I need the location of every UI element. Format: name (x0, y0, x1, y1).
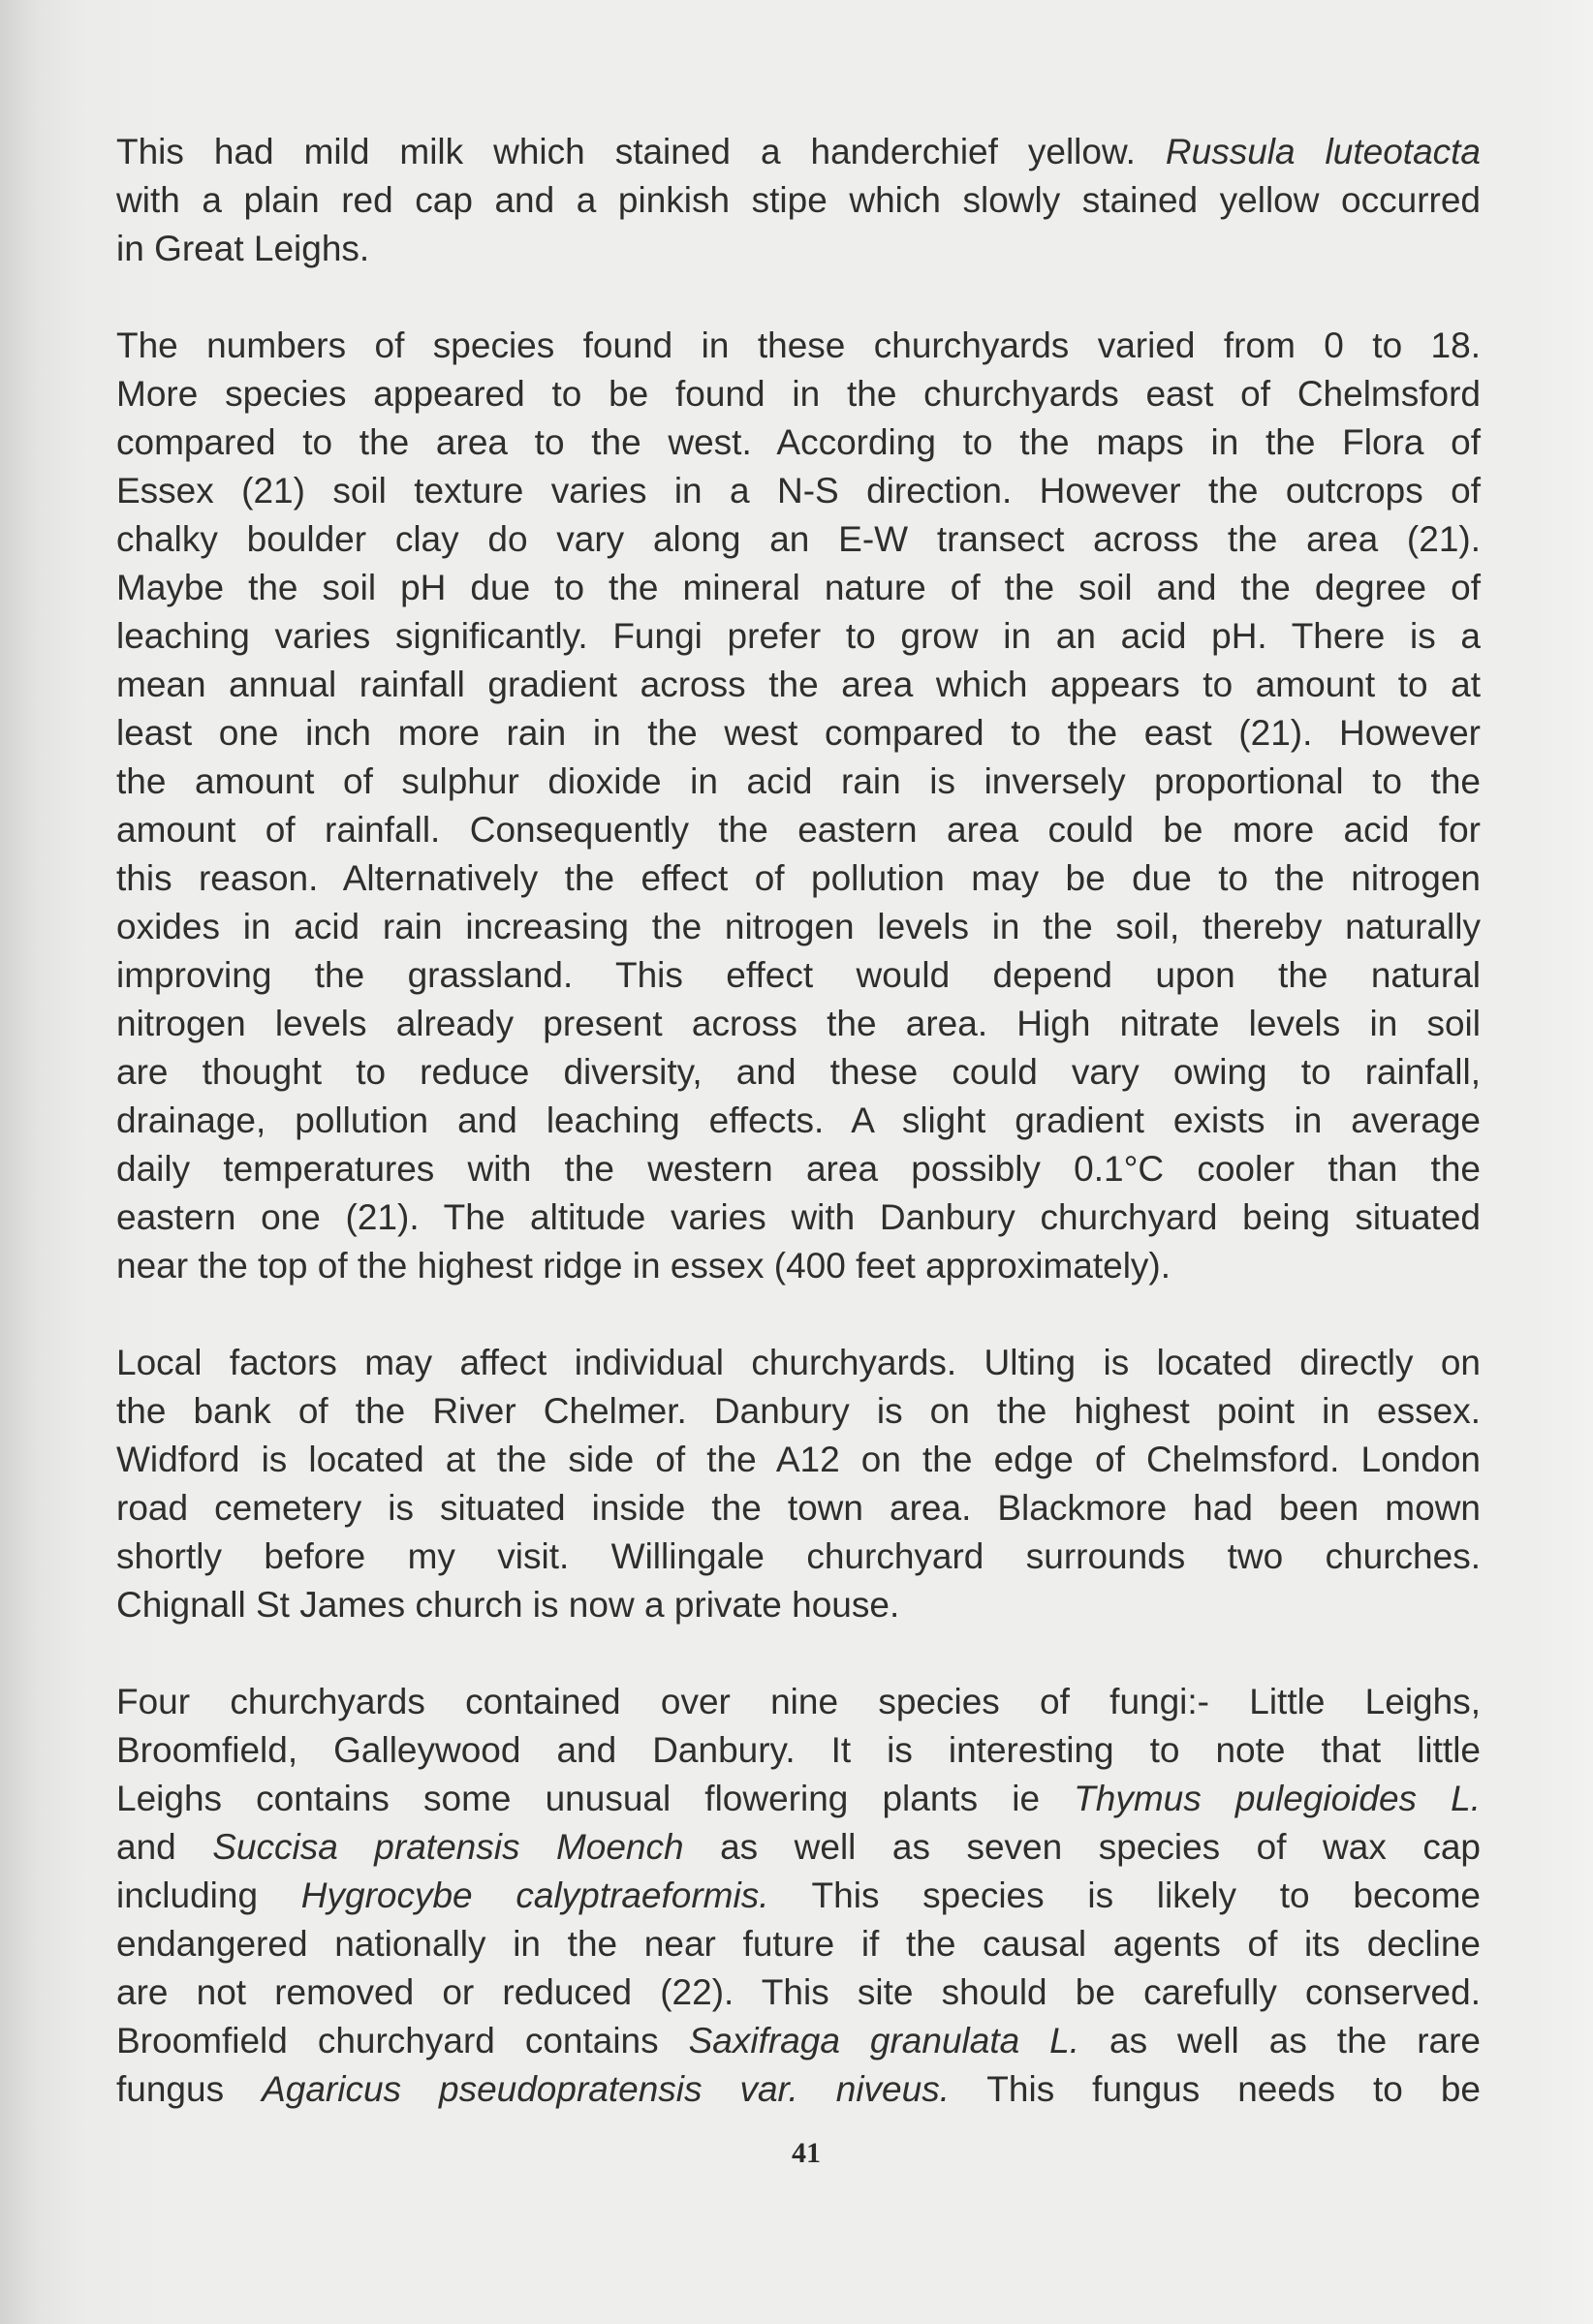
text-run: least one inch more rain in the west compared to the east (21). However (116, 713, 1481, 753)
text-run: Maybe the soil pH due to the mineral nature of the soil and the degree of (116, 568, 1481, 607)
text-line (116, 564, 1481, 612)
text-line (116, 903, 1481, 951)
paragraph (116, 1678, 1481, 2114)
text-run: This had mild milk which stained a handerchief yellow. (116, 132, 1166, 171)
text-run: this reason. Alternatively the effect of pollution may be due to the nitrogen (116, 858, 1481, 898)
text-run: the amount of sulphur dioxide in acid rain is inversely proportional to the (116, 761, 1481, 801)
text-run: chalky boulder clay do vary along an E-W transect across the area (21). (116, 519, 1481, 559)
species-name: Russula luteotacta (1165, 132, 1482, 171)
species-name: Hygrocybe calyptraeformis. (300, 1875, 769, 1915)
text-run: Four churchyards contained over nine species of fungi:- Little Leighs, (116, 1682, 1481, 1721)
text-run: The numbers of species found in these churchyards varied from 0 to 18. (116, 325, 1481, 365)
text-line (116, 612, 1481, 661)
text-line (116, 951, 1481, 1000)
text-run: are not removed or reduced (22). This site should be carefully conserved. (116, 1972, 1481, 2012)
text-line (116, 1242, 1481, 1290)
text-line (116, 1968, 1481, 2017)
species-name: Saxifraga granulata L. (688, 2021, 1080, 2061)
text-run: daily temperatures with the western area possibly 0.1°C cooler than the (116, 1149, 1481, 1189)
text-line (116, 1533, 1481, 1581)
text-line (116, 1678, 1481, 1726)
page-number: 41 (792, 2137, 821, 2169)
text-line (116, 661, 1481, 709)
text-line (116, 1920, 1481, 1968)
text-run: This species is likely to become (768, 1875, 1481, 1915)
text-run: drainage, pollution and leaching effects. A slight gradient exists in average (116, 1100, 1481, 1140)
text-run: amount of rainfall. Consequently the eastern area could be more acid for (116, 810, 1481, 850)
paragraph (116, 1339, 1481, 1629)
text-run: Broomfield, Galleywood and Danbury. It is interesting to note that little (116, 1730, 1481, 1770)
text-run: road cemetery is situated inside the town area. Blackmore had been mown (116, 1488, 1481, 1528)
paragraph (116, 128, 1481, 273)
text-line (116, 418, 1481, 467)
text-run: mean annual rainfall gradient across the area which appears to amount to at (116, 665, 1481, 704)
text-line (116, 1484, 1481, 1533)
text-run: including (116, 1875, 301, 1915)
text-run: More species appeared to be found in the churchyards east of Chelmsford (116, 374, 1481, 414)
text-line (116, 1436, 1481, 1484)
text-run: leaching varies significantly. Fungi prefer to grow in an acid pH. There is a (116, 616, 1481, 656)
text-run: This fungus needs to be (950, 2069, 1481, 2109)
text-run: Chignall St James church is now a private house. (116, 1585, 900, 1625)
species-name: Agaricus pseudopratensis var. niveus. (262, 2069, 950, 2109)
text-line (116, 322, 1481, 370)
text-line (116, 2017, 1481, 2065)
text-run: compared to the area to the west. According to the maps in the Flora of (116, 422, 1481, 462)
text-run: shortly before my visit. Willingale churchyard surrounds two churches. (116, 1536, 1481, 1576)
text-run: fungus (116, 2069, 263, 2109)
text-run: endangered nationally in the near future if the causal agents of its decline (116, 1924, 1481, 1964)
text-line (116, 854, 1481, 903)
text-run: Widford is located at the side of the A12 on the edge of Chelmsford. London (116, 1440, 1481, 1479)
text-line (116, 1193, 1481, 1242)
text-run: as well as the rare (1079, 2021, 1481, 2061)
text-line (116, 1387, 1481, 1436)
text-line (116, 1000, 1481, 1048)
text-run: in Great Leighs. (116, 229, 370, 268)
text-line (116, 128, 1481, 176)
text-line (116, 515, 1481, 564)
text-line (116, 2065, 1481, 2114)
text-line (116, 758, 1481, 806)
text-line (116, 467, 1481, 515)
text-line (116, 1872, 1481, 1920)
text-line (116, 1145, 1481, 1193)
species-name: Thymus pulegioides L. (1074, 1779, 1481, 1818)
text-run: and (116, 1827, 213, 1867)
text-run: Leighs contains some unusual flowering plants ie (116, 1779, 1075, 1818)
species-name: Succisa pratensis Moench (212, 1827, 684, 1867)
text-run: improving the grassland. This effect would depend upon the natural (116, 955, 1481, 995)
text-run: with a plain red cap and a pinkish stipe which slowly stained yellow occurred (116, 180, 1481, 220)
paragraph (116, 322, 1481, 1290)
body-text (116, 128, 1481, 2114)
text-line (116, 806, 1481, 854)
text-line (116, 1726, 1481, 1775)
text-run: eastern one (21). The altitude varies with Danbury churchyard being situated (116, 1197, 1481, 1237)
text-line (116, 1097, 1481, 1145)
text-run: are thought to reduce diversity, and these could vary owing to rainfall, (116, 1052, 1481, 1092)
text-line (116, 1581, 1481, 1629)
text-run: as well as seven species of wax cap (683, 1827, 1481, 1867)
text-run: near the top of the highest ridge in essex (400 feet approximately). (116, 1246, 1171, 1286)
text-run: Local factors may affect individual churchyards. Ulting is located directly on (116, 1343, 1481, 1382)
text-run: Essex (21) soil texture varies in a N-S direction. However the outcrops of (116, 471, 1481, 511)
text-line (116, 370, 1481, 418)
text-run: nitrogen levels already present across the area. High nitrate levels in soil (116, 1004, 1481, 1043)
text-line (116, 225, 1481, 273)
text-line (116, 709, 1481, 758)
text-run: oxides in acid rain increasing the nitrogen levels in the soil, thereby naturally (116, 907, 1481, 946)
text-line (116, 1775, 1481, 1823)
text-line (116, 176, 1481, 225)
text-line (116, 1339, 1481, 1387)
text-line (116, 1048, 1481, 1097)
text-run: Broomfield churchyard contains (116, 2021, 689, 2061)
text-run: the bank of the River Chelmer. Danbury is on the highest point in essex. (116, 1391, 1481, 1431)
text-line (116, 1823, 1481, 1872)
